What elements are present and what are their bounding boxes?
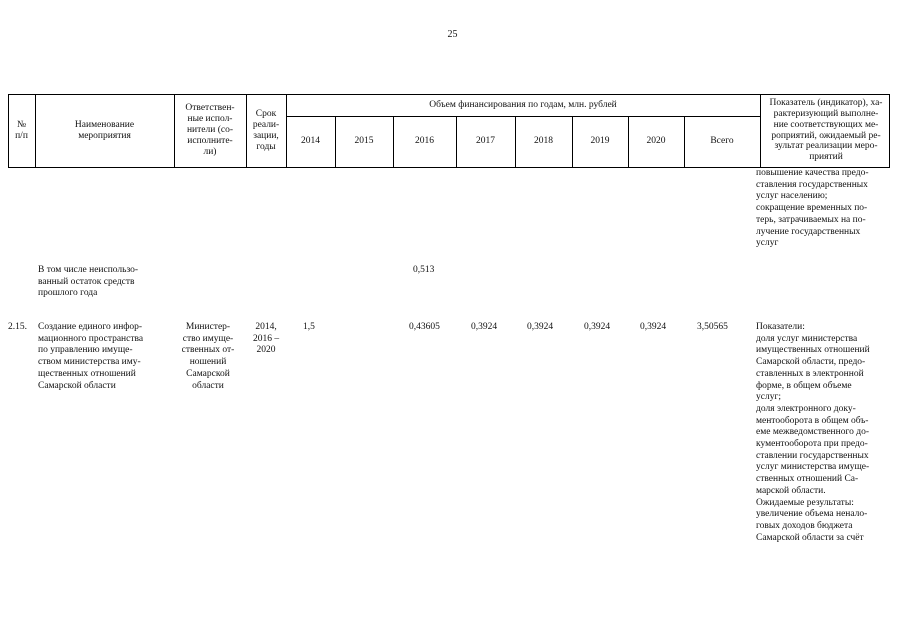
header-financing: Объем финансирования по годам, млн. рублей [429, 99, 617, 110]
header-no: № п/п [15, 119, 28, 141]
row-term: 2014, 2016 – 2020 [252, 322, 280, 356]
value-2016: 0,43605 [409, 322, 440, 332]
page-number: 25 [447, 29, 458, 40]
header-year: 2017 [476, 136, 495, 146]
header-year: 2019 [590, 136, 610, 146]
row-responsible: Министер- ство имуще- ственных от- ношений Самарской области [181, 322, 235, 391]
row-indicator: Показатели: доля услуг министерства имущественных отношений Самарской области, предо- ставленных в электронной форме, в общем объеме услуг; доля электронного доку- ментооборота в общем объ- еме межведомственного до- кументооборота при предо- ставлении государственных услуг министерства имуще- ственных отношений Са- марской области. Ожидаемые результаты: увеличение объема ненало- говых доходов бюджета Самарской области за счёт [756, 322, 870, 543]
value-2014: 1,5 [303, 322, 315, 332]
value-2018: 0,3924 [527, 322, 554, 332]
value-2020: 0,3924 [640, 322, 667, 332]
header-year: 2014 [301, 136, 320, 146]
table-header [8, 94, 890, 168]
header-name: Наименование мероприятия [74, 119, 135, 141]
header-total: Всего [710, 136, 734, 146]
header-term: Срок реали- зации, годы [252, 108, 280, 152]
header-year: 2018 [534, 136, 553, 146]
unused-balance-label: В том числе неиспользо- ванный остаток средств прошлого года [38, 265, 139, 299]
value-2017: 0,3924 [471, 322, 498, 332]
header-indicator: Показатель (индикатор), ха- рактеризующий выполне- ние соответствующих ме- роприятий, ожидаемый ре- зультат реализации меро- приятий [769, 98, 883, 163]
header-year: 2016 [415, 136, 434, 146]
value-total: 3,50565 [697, 322, 728, 332]
header-year: 2020 [646, 136, 666, 146]
value-2019: 0,3924 [584, 322, 611, 332]
header-year: 2015 [354, 136, 374, 146]
header-responsible: Ответствен- ные испол- нители (со- исполните- ли) [185, 103, 235, 157]
row-name: Создание единого инфор- мационного пространства по управлению имуще- ством министерства иму- щественных отношений Самарской области [38, 322, 144, 391]
indicator-continuation: повышение качества предо- ставления государственных услуг населению; сокращение временных по- терь, затрачиваемых на по- лучение государственных услуг [756, 168, 869, 249]
unused-balance-2016: 0,513 [413, 265, 435, 275]
border [760, 94, 761, 168]
row-number: 2.15. [8, 322, 27, 332]
